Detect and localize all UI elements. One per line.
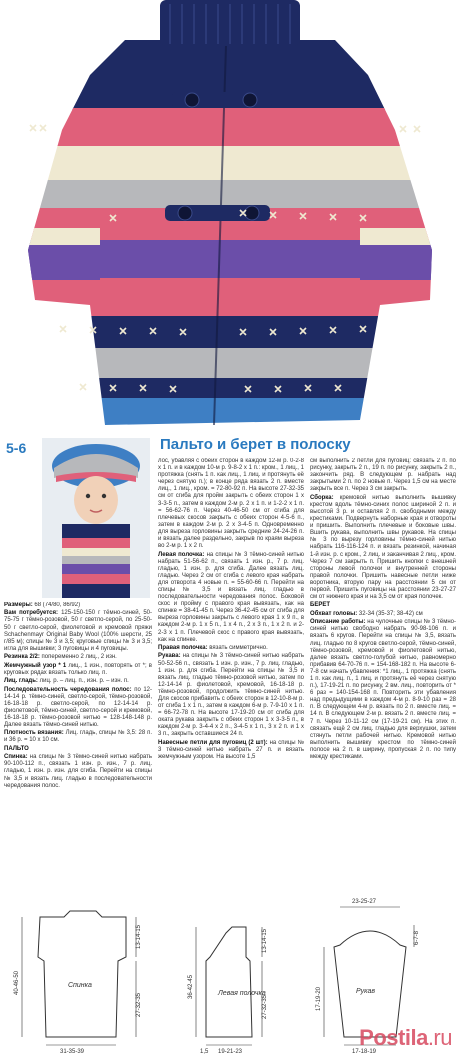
- col2-paragraph: [158, 645, 304, 652]
- paragraph-text: лос, убавляя с обеих сторон в каждом 12-м р. 0-2-8 х 1 п. и в каждом 10-м р. 9-8-2 х 1 п.: кром., 1 лиц., 1 протяжка (снять 1 п. как лиц., 1 лиц. и протянуть её через снятую п.); в конце ряда вязать 2 п. вместе лиц., 1 лиц., кром. = 72-80-92 п. На высоте 27-32-35 см от сгиба для пройм закрыть с обеих сторон 1 х 3-3-5 п., затем в каждом 2-м р. 2 х 1 п. и 1-2-2 х 1 п. = 56-62-76 п. Через 40-46-50 см от сгиба для плечевых скосов закрыть с обеих сторон 4-5-6 п., затем в каждом 2-м р. 2 х 3-4-5 п. Одновременно для выреза горловины закрыть средние 24-24-26 п. и вязать далее раздельно, закрыв по краям выреза во 2-м р. 1 х 2 п.: [158, 458, 304, 550]
- paragraph-heading: Резинка 2/2:: [4, 654, 40, 661]
- col1-paragraph: [4, 687, 152, 730]
- back-side: 27-32-35: [136, 992, 142, 1017]
- paragraph-heading: Спинка:: [4, 754, 28, 761]
- watermark-logo: Postila.ru: [359, 1025, 452, 1050]
- col1-paragraph: [4, 754, 152, 789]
- paragraph-heading: Сборка:: [310, 494, 334, 501]
- pattern-title: Пальто и берет в полоску: [160, 436, 351, 453]
- back-scheme: [14, 911, 142, 1055]
- paragraph-heading: Жемчужный узор * 1: [4, 662, 67, 669]
- col3-paragraph: [310, 458, 456, 493]
- sleeve-label: Рукав: [356, 988, 376, 995]
- front-scheme: [188, 927, 268, 1055]
- paragraph-text: на спицы № 3 тёмно-синей нитью набрать 51-56-62 п., связать 1 изн. р., 7 р. лиц. гладью, 1 изн. р. для сгиба. Далее вязать лиц. гладью. Через 2 см от сгиба с левого края набрать для отворота 4 новые п. = 55-60-66 п. Перейти на спицы № 3,5 и вязать лиц. гладью в последовательности чередования полос. Боковой скос и пройму с правого края вывязать, как на спинке = 38-41-45 п. Через 36-42-45 см от сгиба для выреза горловины закрыть с левого края 1 х 9 п., в каждом 2-м р. 1 х 5 п., 1 х 4 п., 2 х 3 п., 1 х 2 п. и 2-2-3 х 1 п. Плечевой скос с правого края вывязать, как на спинке.: [158, 551, 304, 643]
- back-label: Спинка: [68, 982, 92, 989]
- paragraph-heading: Левая полочка:: [158, 551, 205, 558]
- paragraph-text: 32-34 (35-37; 38-42) см: [357, 610, 423, 617]
- front-width: 19-21-23: [218, 1049, 243, 1055]
- col1-paragraph: [4, 654, 152, 661]
- col3-paragraph: [310, 495, 456, 601]
- pattern-page: [0, 432, 460, 1055]
- back-height: 40-46-50: [14, 970, 20, 995]
- button-icon: [185, 93, 199, 107]
- sleeve-height: 17-19-20: [316, 986, 322, 1011]
- col1-paragraph: [4, 663, 152, 677]
- paragraph-heading: Навесные петли для пуговиц (2 шт):: [158, 739, 268, 746]
- col1-paragraph: [4, 730, 152, 744]
- paragraph-text: см выполнить 2 петли для пуговиц: связать 2 п. по рисунку, закрыть 2 п., 19 п. по рисунку, закрыть 2 п., закончить ряд. В следующем р. набрать над закрытыми 2 п. по 2 новые п. Через 1,5 см на месте закрыть все п. Через 3 см закрыть.: [310, 458, 456, 493]
- paragraph-text: на чулочные спицы № 3 тёмно-синей нитью свободно набрать 90-98-106 п. и вязать 6 кругов. Перейти на спицы № 3,5, вязать лиц. гладью по 8 кругов светло-серой, тёмно-синей, тёмно-розовой, кремовой и фиолетовой нитью, далее вязать светло-голубой нитью, равномерно прибавив 64-70-76 п. = 154-168-182 п. На высоте 6-7-8 см начать убавления: *1 лиц., 1 протяжка (снять 1 п. как лиц. п., 1 лиц. и протянуть её через снятую п.), 17-19-21 п. по рисунку, 2 вм. лиц., повторить от * 6 раз = 140-154-168 п. Повторить эти убавления над предыдущими в каждом 4-м р. 8-9-10 раз = 28 п. В следующем 4-м р. вязать по 2 п. вместе лиц. = 14 п. В следующем 2-м р. вязать 2 п. вместе лиц. = 7 п. Через 10-11-12 см (17-19-21 см). На этих п. связать ещё 2 см лиц. гладью для верхушки, затем стянуть петли рабочей нитью. Кремовой нитью выполнить вышивку крестом по тёмно-синей полосе на 2 п. в ширину, пропуская 2 п. по типу между крестиками.: [310, 619, 456, 761]
- paragraph-text: кремовой нитью выполнить вышивку крестом вдоль тёмно-синих полос шириной 2 п. и высотой 3 р. и оставляя 2 п. свободными между крестиками. Подвернуть наборные края и отвороты и пришить. Выполнить плечевые и боковые швы. Вшить рукава, выполнить швы рукавов. На спицы № 3 по вырезу горловины тёмно-синей нитью набрать 116-116-124 п. и вязать резинкой, начиная 1-й изн. р. с кром., 2 лиц. и заканчивая 2 лиц., кром. Через 7 см закрыть п. Пришить кнопки с внешней стороны левой полочки и внутренней стороны правой полочки. Пришить навесные петли ниже воротника, вторую пару на расстоянии 5 см от первой. Пришить пуговицы на расстоянии 23-27-27 см от нижнего края и на 3,5 см от края полочек.: [310, 494, 456, 601]
- front-hem-width: 1,5: [200, 1049, 209, 1055]
- pattern-number: 5-6: [6, 440, 27, 456]
- paragraph-text: лиц., 1 изн., повторять от *; в круговых рядах вязать только лиц. п.: [4, 662, 152, 676]
- button-icon: [178, 206, 192, 220]
- button-icon: [245, 206, 259, 220]
- paragraph-heading: Правая полочка:: [158, 645, 208, 652]
- front-height: 36-42-45: [188, 974, 194, 999]
- child-photo: [42, 438, 150, 598]
- col2-paragraph: [158, 552, 304, 644]
- col1-paragraph: [4, 746, 152, 753]
- coat-photo: [0, 0, 460, 432]
- column-1: [4, 602, 152, 884]
- paragraph-heading: Рукава:: [158, 653, 181, 660]
- column-2: [158, 458, 304, 884]
- front-side: 27-32-35: [262, 994, 268, 1019]
- paragraph-heading: Последовательность чередования полос:: [4, 686, 132, 693]
- paragraph-heading: ПАЛЬТО: [4, 745, 29, 752]
- paragraph-heading: Размеры:: [4, 602, 33, 608]
- paragraph-text: по 12-14-14 р. тёмно-синей, светло-серой, тёмно-розовой, 16-18-18 р. светло-серой, по 12-14-14 р. фиолетовой, тёмно-синей, светло-серой и кремовой, 16-18-18 р. тёмно-розовой нитью = 128-148-148 р. Далее вязать тёмно-синей нитью.: [4, 686, 152, 728]
- paragraph-heading: Плотность вязания:: [4, 730, 64, 737]
- paragraph-heading: Обхват головы:: [310, 610, 358, 617]
- col3-paragraph: [310, 611, 456, 618]
- front-armhole: 13-14-15: [262, 928, 268, 953]
- col3-paragraph: [310, 602, 456, 609]
- striped-coat-illustration: [0, 0, 460, 432]
- button-icon: [243, 93, 257, 107]
- col2-paragraph: [158, 653, 304, 738]
- col1-paragraph: [4, 602, 152, 609]
- paragraph-heading: Вам потребуется:: [4, 610, 59, 617]
- col1-paragraph: [4, 678, 152, 685]
- col2-paragraph: [158, 740, 304, 761]
- paragraph-heading: Описание работы:: [310, 619, 366, 626]
- col1-paragraph: [4, 610, 152, 653]
- sleeve-width: 17-18-19: [352, 1049, 377, 1055]
- paragraph-text: на спицы № 3 тёмно-синей нитью набрать 27 п. и вязать жемчужным узором. На высоте 1,5: [158, 739, 304, 761]
- paragraph-text: вязать симметрично.: [207, 645, 268, 652]
- paragraph-text: на спицы № 3 тёмно-синей нитью набрать 90-100-112 п., связать 1 изн. р. изн., 7 р. лиц. гладью, 1 изн. р. изн. для сгиба. Перейти на спицы № 3,5 и вязать лиц. гладью в последовательности чередования полос.: [4, 754, 152, 789]
- sleeve-top-width: 23-25-27: [352, 899, 377, 905]
- column-3: [310, 458, 456, 884]
- col2-paragraph: [158, 458, 304, 550]
- paragraph-text: на спицы № 3 тёмно-синей нитью набрать 50-52-56 п., связать 1 изн. р. изн., 7 р. лиц. гладью, 1 изн. р. для сгиба. Перейти на спицы № 3,5 и вязать лиц. гладью тёмно-розовой нитью, затем по 12-14-14 р. фиолетовой, кремовой, 16-18-18 р. тёмно-розовой, продолжить тёмно-синей нитью. Для скосов прибавить с обеих сторон в 12-10-8-м р. от сгиба 1 х 1 п., затем в каждом 6-м р. 7-9-10 х 1 п. = 66-72-78 п. На высоте 17-19-20 см от сгиба для оката рукава закрыть с обеих сторон 1 х 3-3-5 п., в каждом 2-м р. 3-4-4 х 2 п., 3-4-5 х 1 п., 3 х 2 п. и 1 х 3 п., закрыть оставшиеся 24 п.: [158, 653, 304, 738]
- paragraph-text: 125-150-150 г тёмно-синей, 50-75-75 г тёмно-розовой, 50 г светло-серой, по 25-50-50 г светло-серой, фиолетовой и кремовой пряжи Schachenmayr Original Baby Wool (100% шерсти, 25 г/85 м); спицы № 3 и 3,5; круговые спицы № 3 и 3,5; игла для вышивки; 3 пуговицы и 4 пуговицы.: [4, 610, 152, 652]
- paragraph-text: Лиц. гладь, спицы № 3,5: 28 п. и 36 р. = 10 х 10 см.: [4, 730, 152, 744]
- sleeve-cap: 6-7-8: [414, 930, 420, 945]
- paragraph-text: 68 (74/80, 86/92): [32, 602, 81, 608]
- paragraph-heading: БЕРЕТ: [310, 602, 330, 609]
- paragraph-text: лиц. р. – лиц. п., изн. р. – изн. п.: [37, 678, 129, 685]
- back-armhole: 13-14-15: [136, 924, 142, 949]
- back-width: 31-35-39: [60, 1049, 85, 1055]
- col3-paragraph: [310, 619, 456, 761]
- paragraph-text: попеременно 2 лиц., 2 изн.: [39, 654, 117, 661]
- front-label: Левая полочка: [218, 990, 266, 997]
- paragraph-heading: Лиц. гладь:: [4, 678, 38, 685]
